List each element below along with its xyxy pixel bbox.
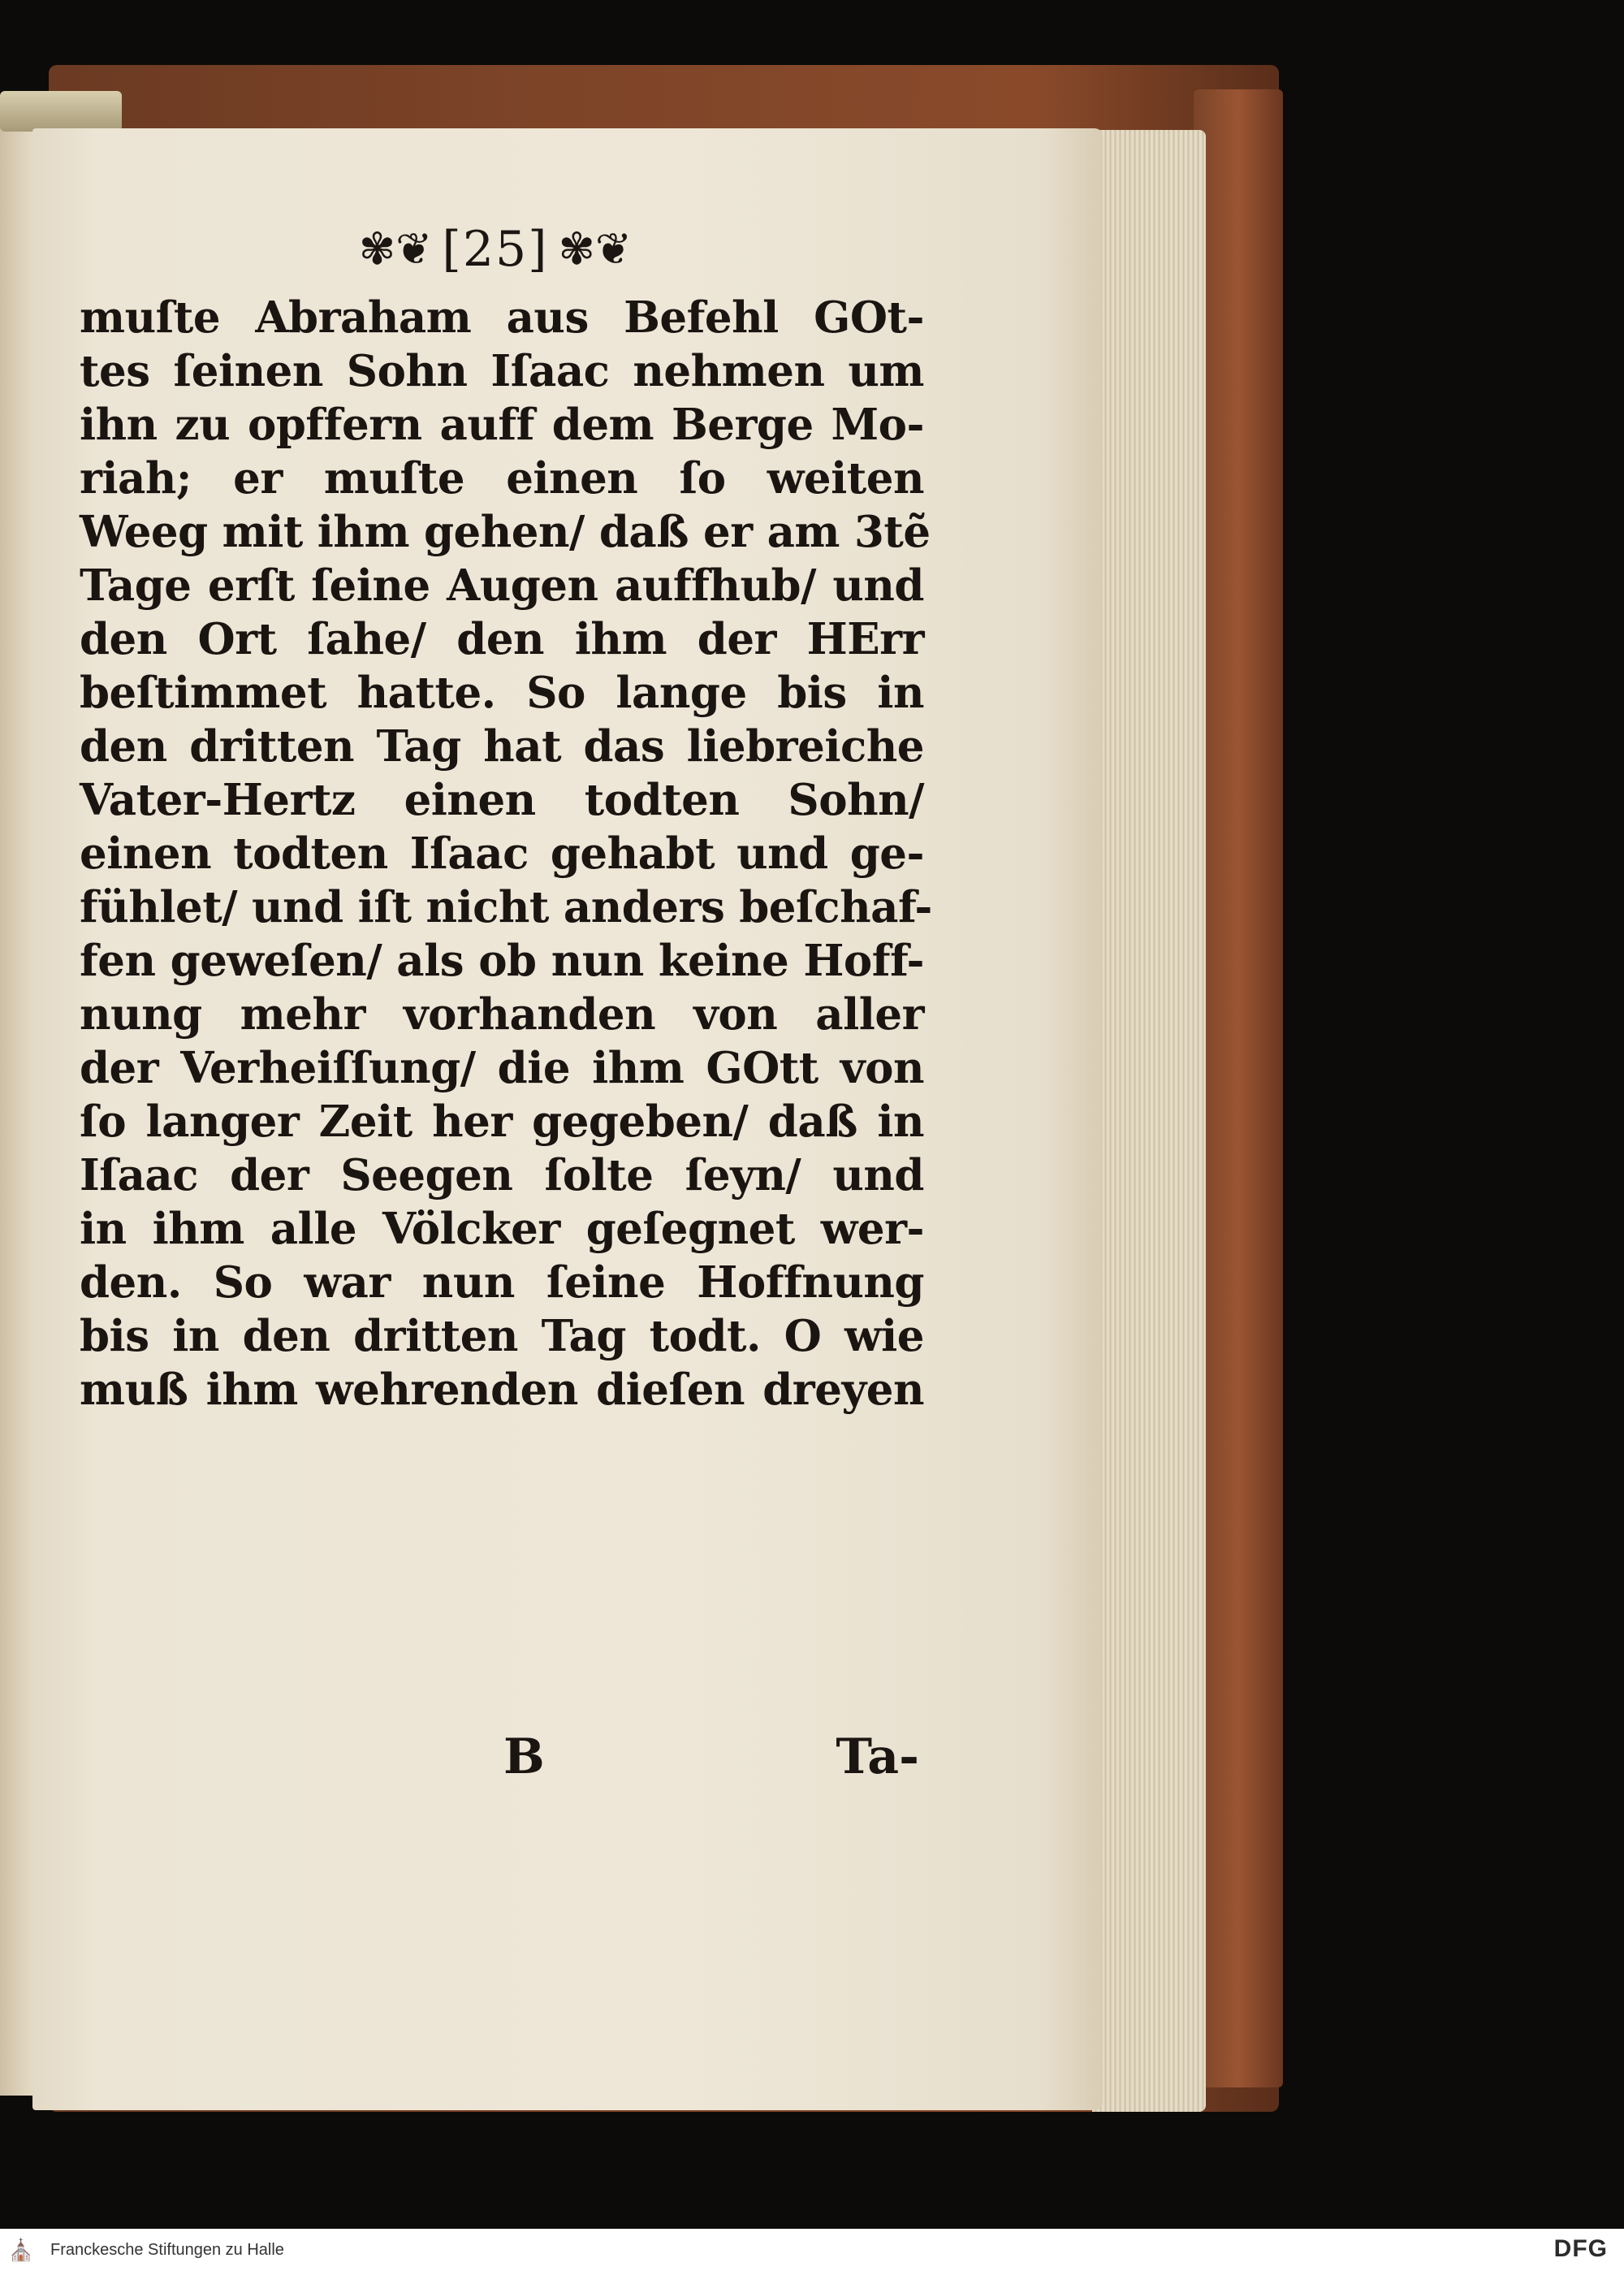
text-line: Tage erſt ſeine Augen auffhub/ und (80, 560, 924, 611)
text-line: in ihm alle Völcker geſegnet wer- (80, 1204, 924, 1254)
text-line: tes ſeinen Sohn Iſaac nehmen um (80, 346, 924, 396)
viewer-footer-bar (0, 2229, 1624, 2271)
text-line: nung mehr vorhanden von aller (80, 989, 924, 1040)
text-line: den Ort ſahe/ den ihm der HErr (80, 614, 924, 664)
text-line: riah; er muſte einen ſo weiten (80, 453, 924, 504)
page-header (341, 213, 650, 286)
text-line: Weeg mit ihm gehen/ daß er am 3tẽ (80, 507, 931, 557)
page-number: [25] (442, 221, 549, 278)
text-line: den. So war nun ſeine Hoffnung (80, 1257, 924, 1308)
text-line: bis in den dritten Tag todt. O wie (80, 1311, 924, 1361)
cover-edge (1194, 89, 1283, 2087)
text-line: den dritten Tag hat das liebreiche (80, 721, 924, 772)
text-line: der Verheiſſung/ die ihm GOtt von (80, 1043, 924, 1093)
text-line: fen geweſen/ als ob nun keine Hoff- (80, 936, 924, 986)
text-line: einen todten Iſaac gehabt und ge- (80, 828, 924, 879)
institution-logo-icon: ⛪ (7, 2237, 35, 2262)
dfg-logo: DFG (1553, 2235, 1608, 2262)
text-line: Iſaac der Seegen ſolte ſeyn/ und (80, 1150, 924, 1200)
left-page-edge (0, 122, 34, 2096)
text-line: fühlet/ und iſt nicht anders beſchaf- (80, 882, 932, 932)
page-edges (1092, 130, 1206, 2112)
headband (0, 91, 122, 132)
institution-name: Franckesche Stiftungen zu Halle (50, 2240, 284, 2259)
signature-mark: B (503, 1728, 545, 1785)
text-line: ſo langer Zeit her gegeben/ daß in (80, 1097, 924, 1147)
text-line: ihn zu opffern auff dem Berge Mo- (80, 400, 924, 450)
ornament-left: ✾❦ (358, 223, 433, 275)
text-block (80, 291, 932, 1417)
catchword: Ta- (836, 1728, 919, 1785)
ornament-right: ✾❦ (558, 223, 633, 275)
text-line: muß ihm wehrenden dieſen dreyen (80, 1365, 924, 1415)
text-line: Vater-Hertz einen todten Sohn/ (80, 775, 924, 825)
text-line: beſtimmet hatte. So lange bis in (80, 668, 924, 718)
text-line: muſte Abraham aus Befehl GOt- (80, 292, 924, 343)
page-footer (503, 1728, 926, 1793)
